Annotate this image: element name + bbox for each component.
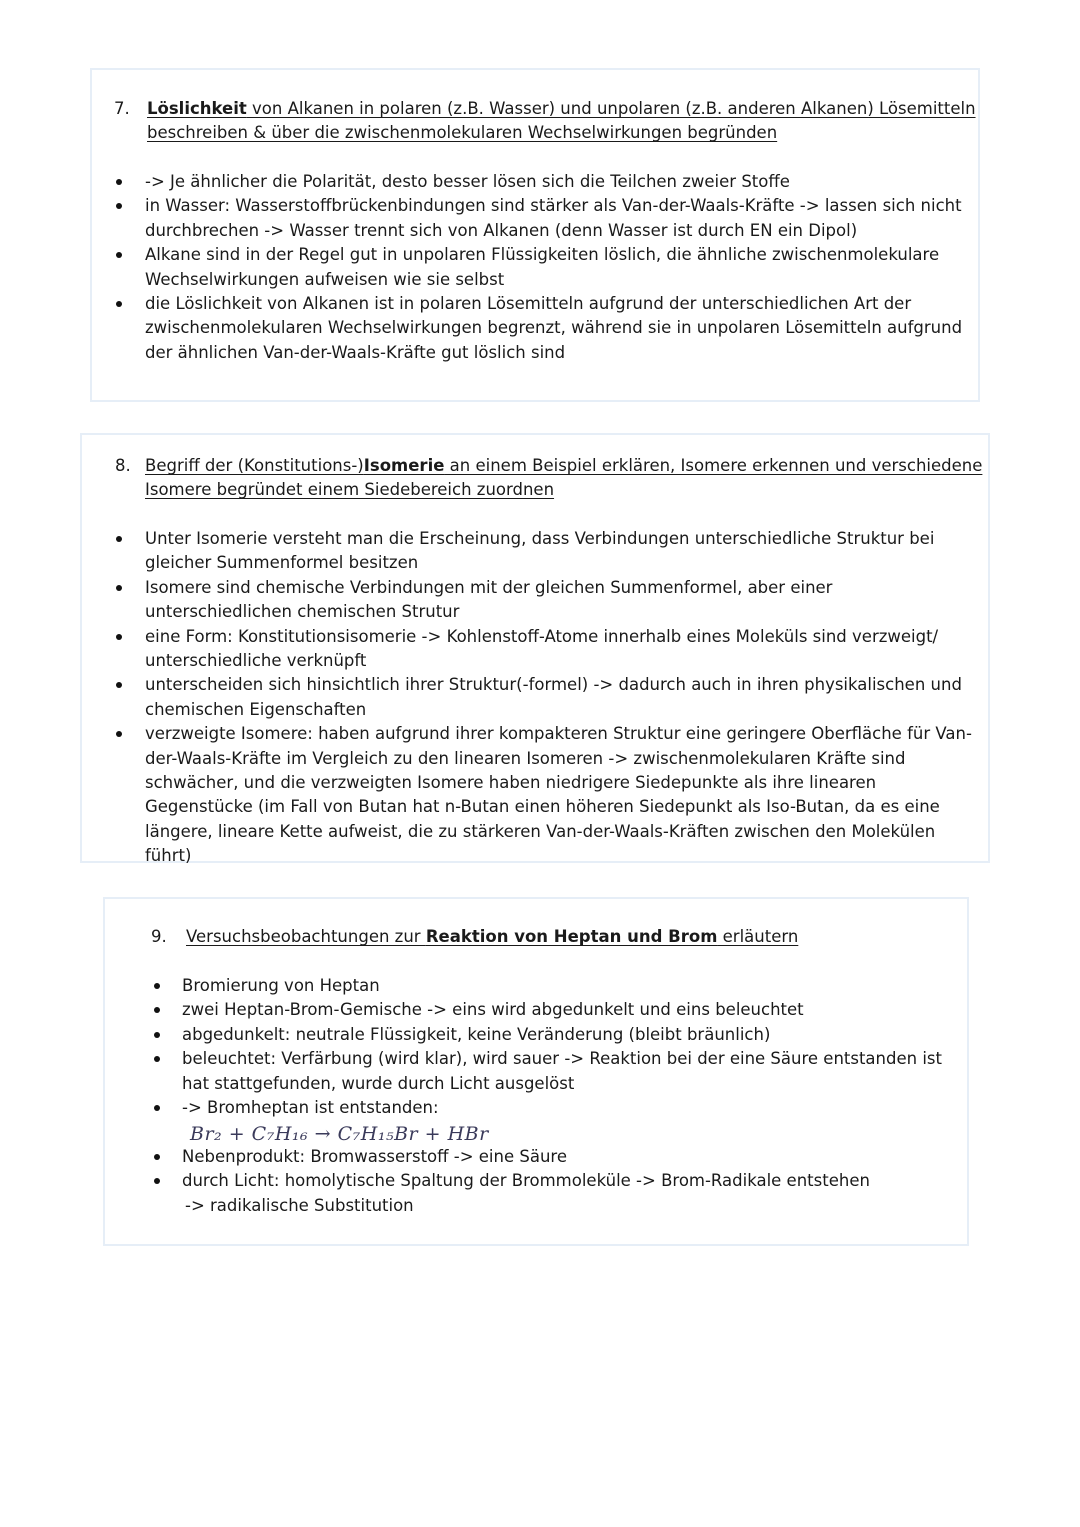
- list-item: Bromierung von Heptan: [182, 974, 952, 998]
- list-item: -> Je ähnlicher die Polarität, desto besser lösen sich die Teilchen zweier Stoffe: [145, 170, 967, 194]
- bullet-icon: [116, 634, 122, 640]
- section-7-list: [145, 170, 967, 365]
- list-item: unterscheiden sich hinsichtlich ihrer Struktur(-formel) -> dadurch auch in ihren physikalischen und chemischen Eigenschaften: [145, 673, 977, 722]
- list-item: die Löslichkeit von Alkanen ist in polaren Lösemitteln aufgrund der unterschiedlichen Art der zwischenmolekularen Wechselwirkungen begrenzt, während sie in unpolaren Lösemitteln aufgrund der ähnlichen Van-der-Waals-Kräfte gut löslich sind: [145, 292, 967, 365]
- bullet-icon: [154, 1154, 160, 1160]
- heading-bold: Reaktion von Heptan und Brom: [425, 927, 718, 946]
- bullet-icon: [116, 203, 122, 209]
- list-item: Nebenprodukt: Bromwasserstoff -> eine Säure: [182, 1145, 952, 1169]
- list-item-continuation: -> radikalische Substitution: [185, 1195, 414, 1215]
- section-number: 8.: [115, 456, 131, 475]
- section-9-heading: [151, 925, 966, 949]
- bullet-icon: [116, 536, 122, 542]
- bullet-icon: [116, 585, 122, 591]
- section-8-list: [145, 527, 977, 869]
- list-item: beleuchtet: Verfärbung (wird klar), wird sauer -> Reaktion bei der eine Säure entstanden ist hat stattgefunden, wurde durch Licht ausgelöst: [182, 1047, 952, 1096]
- list-item: eine Form: Konstitutionsisomerie -> Kohlenstoff-Atome innerhalb eines Moleküls sind verzweigt/ unterschiedliche verknüpft: [145, 625, 977, 674]
- bullet-icon: [116, 682, 122, 688]
- list-item: Isomere sind chemische Verbindungen mit der gleichen Summenformel, aber einer unterschiedlichen chemischen Strutur: [145, 576, 977, 625]
- bullet-icon: [154, 1105, 160, 1111]
- section-9-list: [182, 974, 952, 1218]
- section-number: 7.: [114, 99, 130, 118]
- heading-bold: Isomerie: [363, 456, 445, 475]
- heading-bold: Löslichkeit: [147, 99, 247, 118]
- list-item: Alkane sind in der Regel gut in unpolaren Flüssigkeiten löslich, die ähnliche zwischenmolekulare Wechselwirkungen aufweisen wie sie selbst: [145, 243, 967, 292]
- section-7-heading: [114, 97, 987, 146]
- heading-text: Versuchsbeobachtungen zur: [186, 927, 426, 946]
- section-9-card: [103, 897, 969, 1246]
- list-item: [182, 1120, 952, 1144]
- section-7-card: [90, 68, 980, 402]
- bullet-icon: [154, 1007, 160, 1013]
- bullet-icon: [154, 1178, 160, 1184]
- list-item: verzweigte Isomere: haben aufgrund ihrer kompakteren Struktur eine geringere Oberfläche für Van-der-Waals-Kräfte im Vergleich zu den linearen Isomeren -> zwischenmolekularen Kräfte sind schwächer, und die verzweigten Isomere haben niedrigere Siedepunkte als ihre linearen Gegenstücke (im Fall von Butan hat n-Butan einen höheren Siedepunkt als Iso-Butan, da es eine längere, lineare Kette aufweist, die zu stärkeren Van-der-Waals-Kräften zwischen den Molekülen führt): [145, 722, 977, 868]
- section-8-heading: [115, 454, 1005, 503]
- bullet-icon: [116, 301, 122, 307]
- heading-text: von Alkanen in polaren (z.B. Wasser) und unpolaren (z.B. anderen Alkanen) Lösemitteln beschreiben & über die zwischenmolekularen Wechselwirkungen begründen: [147, 99, 976, 143]
- bullet-icon: [154, 1032, 160, 1038]
- handwritten-equation: Br₂ + C₇H₁₆ → C₇H₁₅Br + HBr: [190, 1123, 489, 1146]
- bullet-icon: [116, 731, 122, 737]
- list-item: durch Licht: homolytische Spaltung der Brommoleküle -> Brom-Radikale entstehen: [182, 1169, 952, 1193]
- heading-text: Begriff der (Konstitutions-): [145, 456, 364, 475]
- list-item: Unter Isomerie versteht man die Erscheinung, dass Verbindungen unterschiedliche Struktur bei gleicher Summenformel besitzen: [145, 527, 977, 576]
- list-item: -> Bromheptan ist entstanden:: [182, 1096, 952, 1120]
- bullet-icon: [116, 179, 122, 185]
- section-number: 9.: [151, 927, 167, 946]
- heading-text: an einem Beispiel erklären, Isomere erkennen und verschiedene Isomere begründet einem Siedebereich zuordnen: [145, 456, 983, 500]
- bullet-icon: [116, 252, 122, 258]
- heading-text: erläutern: [717, 927, 799, 946]
- bullet-icon: [154, 1056, 160, 1062]
- bullet-icon: [154, 983, 160, 989]
- list-item: zwei Heptan-Brom-Gemische -> eins wird abgedunkelt und eins beleuchtet: [182, 998, 952, 1022]
- list-item: abgedunkelt: neutrale Flüssigkeit, keine Veränderung (bleibt bräunlich): [182, 1023, 952, 1047]
- section-8-card: [80, 433, 990, 866]
- list-item: in Wasser: Wasserstoffbrückenbindungen sind stärker als Van-der-Waals-Kräfte -> lassen sich nicht durchbrechen -> Wasser trennt sich von Alkanen (denn Wasser ist durch EN ein Dipol): [145, 194, 967, 243]
